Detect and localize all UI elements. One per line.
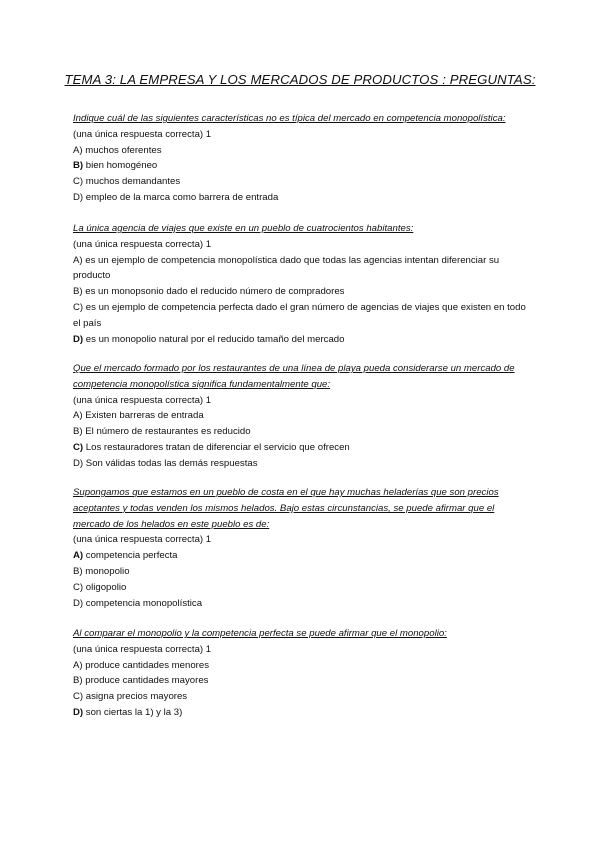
option-d: D) competencia monopolística (73, 597, 203, 609)
option-c: C) oligopolio (73, 581, 127, 593)
option-d: D) Son válidas todas las demás respuestas (73, 457, 258, 469)
option-c: C) muchos demandantes (73, 176, 181, 188)
option-a: A) competencia perfecta (73, 550, 178, 562)
option-b: B) monopolio (73, 565, 130, 577)
question-text: Al comparar el monopolio y la competencia perfecta se puede afirmar que el monopolio: (73, 628, 447, 639)
question-1 (73, 111, 533, 206)
option-a: A) Existen barreras de entrada (73, 410, 204, 422)
option-d: D) empleo de la marca como barrera de entrada (73, 191, 279, 203)
question-instruction: (una única respuesta correcta) 1 (73, 394, 212, 406)
question-instruction: (una única respuesta correcta) 1 (73, 534, 212, 546)
question-4 (73, 485, 533, 611)
option-c: C) asigna precios mayores (73, 691, 188, 703)
option-b: B) es un monopsonio dado el reducido número de compradores (73, 286, 345, 298)
question-instruction: (una única respuesta correcta) 1 (73, 643, 212, 655)
question-instruction: (una única respuesta correcta) 1 (73, 238, 212, 250)
option-c: C) es un ejemplo de competencia perfecta dado el gran número de agencias de viajes que existen en todo el país (73, 301, 526, 329)
question-text: La única agencia de viajes que existe en un pueblo de cuatrocientos habitantes: (73, 223, 414, 234)
question-text: Indique cuál de las siguientes características no es típica del mercado en competencia monopolística: (73, 113, 506, 124)
question-text: Supongamos que estamos en un pueblo de costa en el que hay muchas heladerías que son precios aceptantes y todas venden los mismos helados. Bajo estas circunstancias, se puede afirmar que el mercado de los helados en este pueblo es de: (73, 487, 499, 530)
option-c: C) Los restauradores tratan de diferenciar el servicio que ofrecen (73, 441, 350, 453)
option-b: B) produce cantidades mayores (73, 675, 209, 687)
question-2 (73, 221, 533, 347)
question-5 (73, 626, 533, 721)
option-d: D) son ciertas la 1) y la 3) (73, 706, 183, 718)
option-a: A) produce cantidades menores (73, 659, 209, 671)
question-instruction: (una única respuesta correcta) 1 (73, 128, 212, 140)
option-d: D) es un monopolio natural por el reducido tamaño del mercado (73, 333, 345, 345)
option-a: A) es un ejemplo de competencia monopolística dado que todas las agencias intentan diferenciar su producto (73, 254, 500, 282)
option-b: B) El número de restaurantes es reducido (73, 426, 251, 438)
page-title: TEMA 3: LA EMPRESA Y LOS MERCADOS DE PRODUCTOS : PREGUNTAS: (64, 72, 536, 87)
question-3 (73, 361, 533, 472)
question-text: Que el mercado formado por los restaurantes de una línea de playa pueda considerarse un mercado de competencia monopolística significa fundamentalmente que: (73, 363, 515, 390)
option-a: A) muchos oferentes (73, 144, 162, 156)
option-b: B) bien homogéneo (73, 160, 158, 172)
